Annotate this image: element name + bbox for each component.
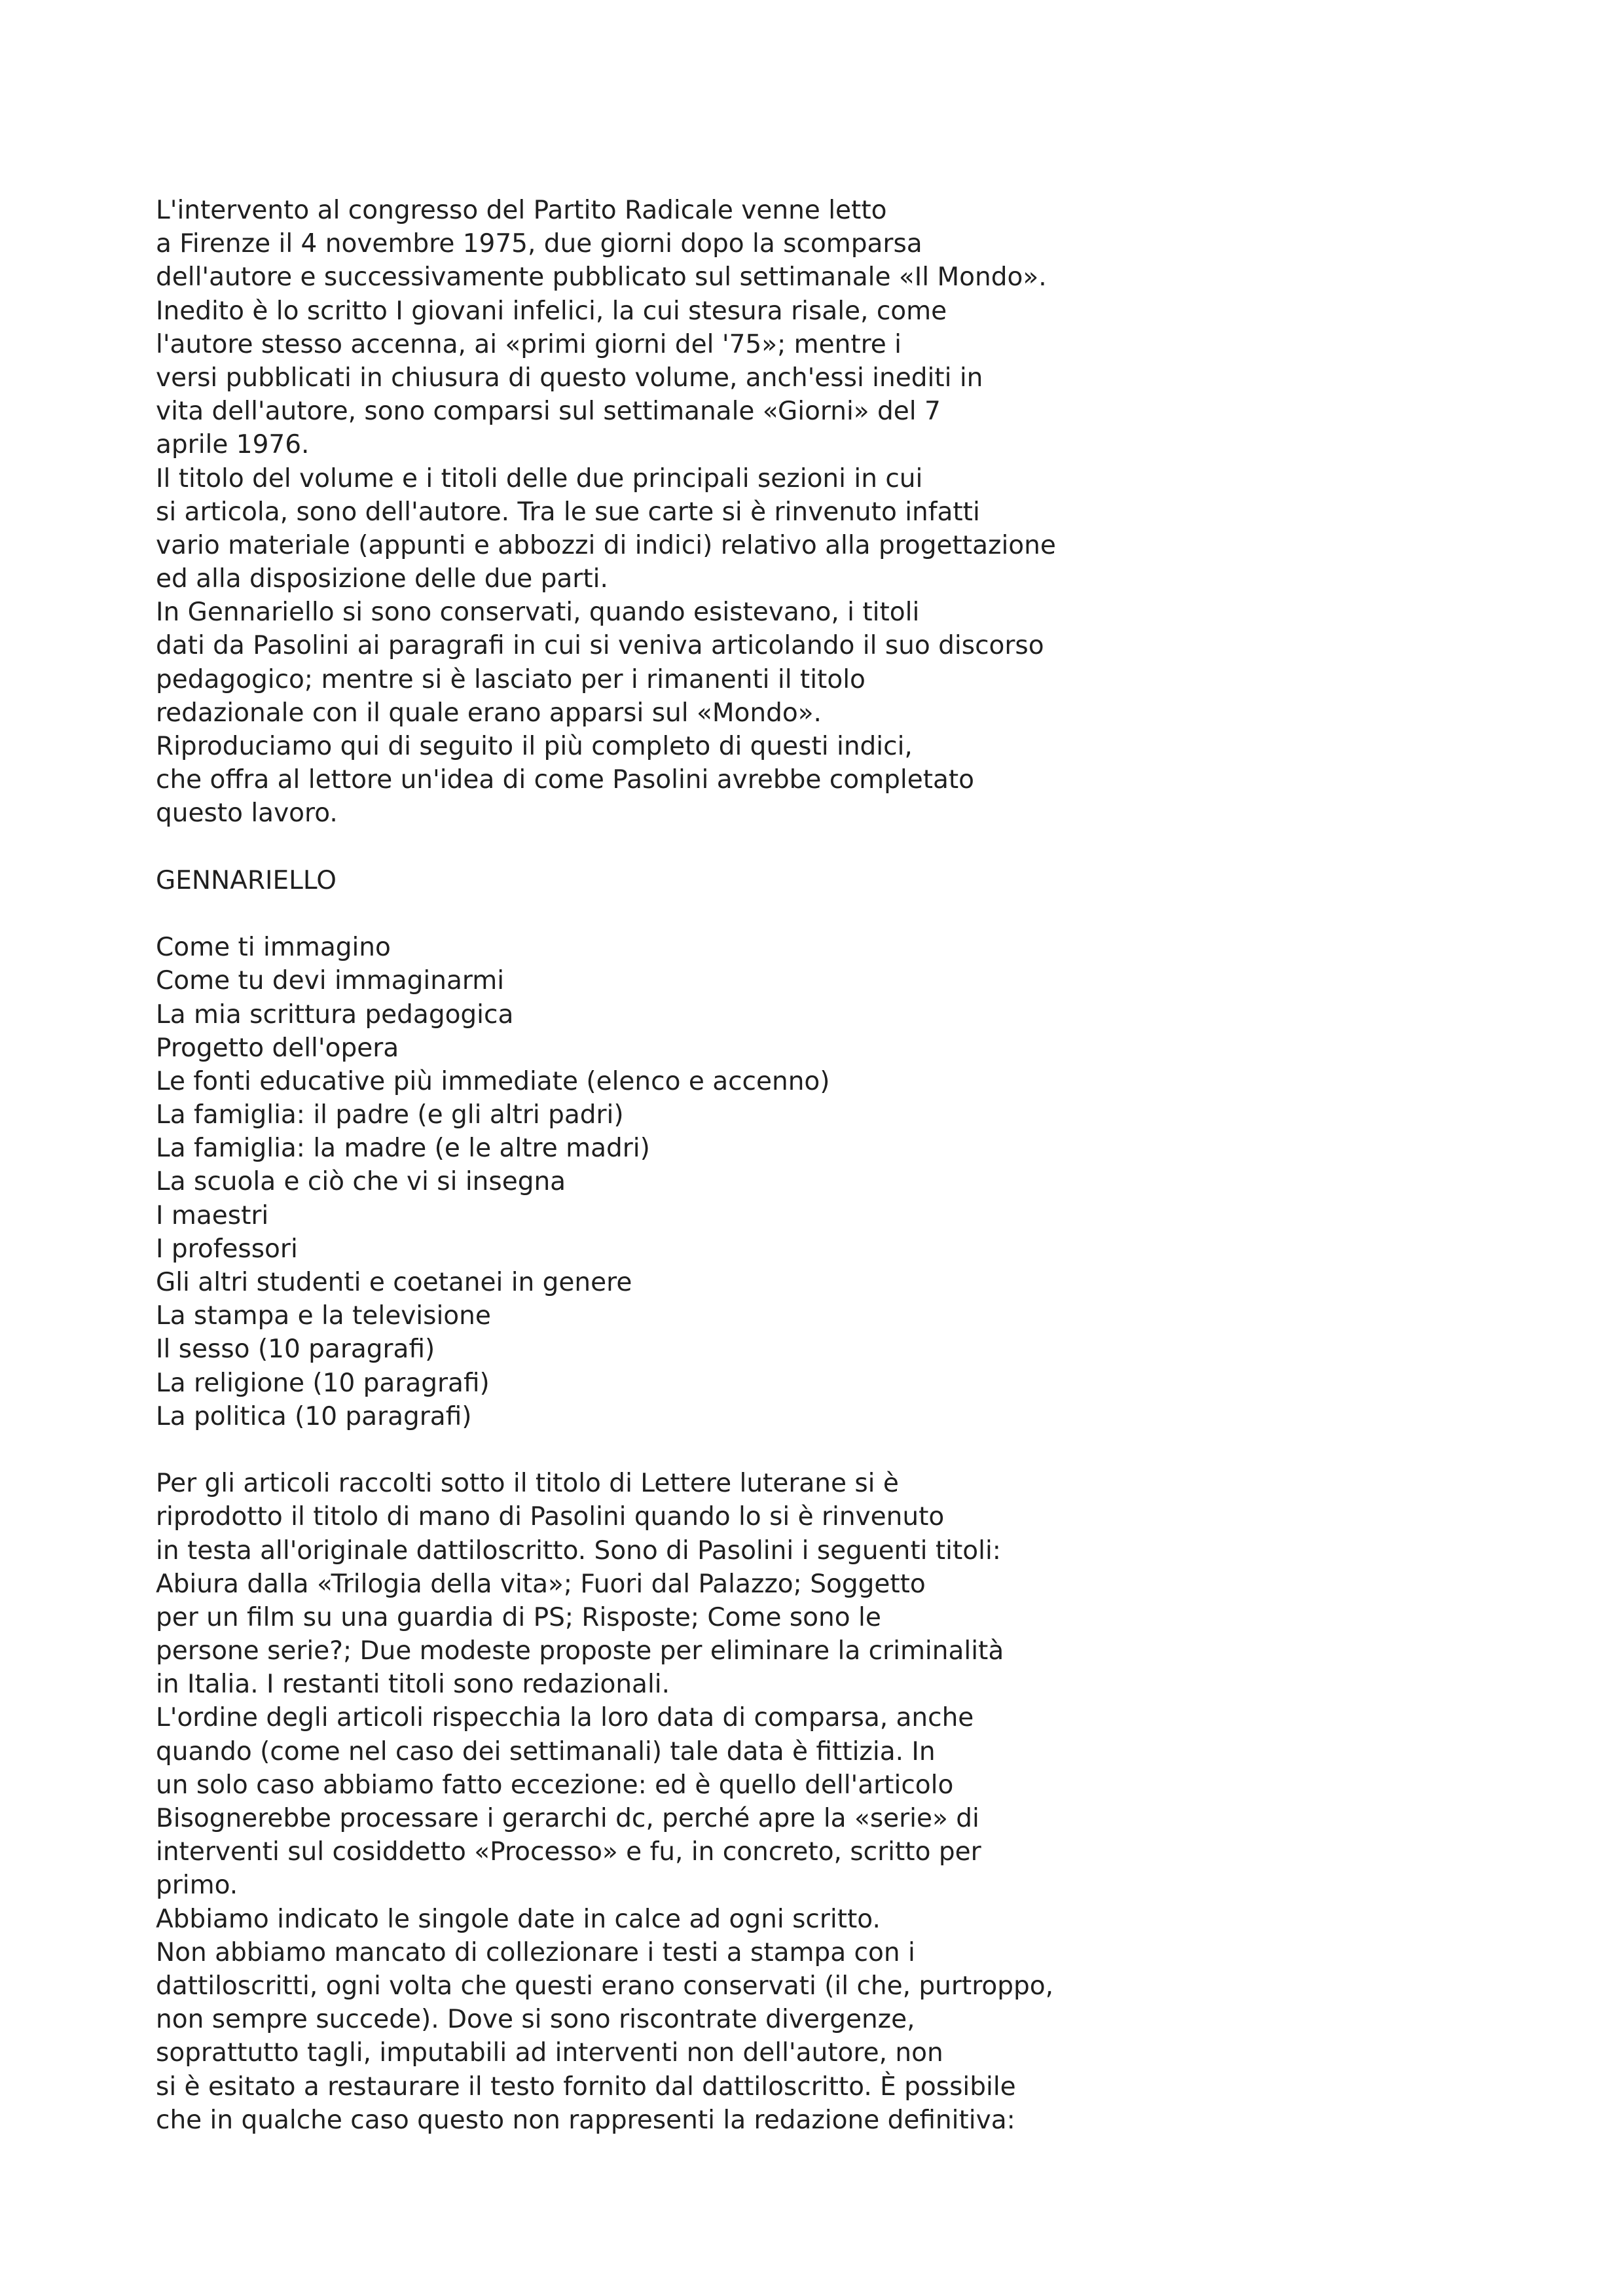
index-item: Il sesso (10 paragrafi) (156, 1335, 435, 1365)
section-heading: GENNARIELLO (156, 865, 337, 895)
text-line: si articola, sono dell'autore. Tra le sue carte si è rinvenuto infatti (156, 497, 980, 527)
text-line: Abiura dalla «Trilogia della vita»; Fuori dal Palazzo; Soggetto (156, 1569, 926, 1599)
text-line: vario materiale (appunti e abbozzi di indici) relativo alla progettazione (156, 530, 1056, 560)
text-line: Per gli articoli raccolti sotto il titolo di Lettere luterane si è (156, 1469, 899, 1499)
index-list (156, 931, 1465, 1433)
text-line: l'autore stesso accenna, ai «primi giorni del '75»; mentre i (156, 329, 902, 359)
text-line: soprattutto tagli, imputabili ad interventi non dell'autore, non (156, 2038, 943, 2068)
text-line: che in qualche caso questo non rappresenti la redazione definitiva: (156, 2105, 1015, 2135)
index-item: La stampa e la televisione (156, 1301, 491, 1331)
text-line: che offra al lettore un'idea di come Pasolini avrebbe completato (156, 765, 975, 795)
index-item: Le fonti educative più immediate (elenco e accenno) (156, 1066, 830, 1096)
text-line: riprodotto il titolo di mano di Pasolini quando lo si è rinvenuto (156, 1502, 945, 1532)
text-line: vita dell'autore, sono comparsi sul settimanale «Giorni» del 7 (156, 397, 941, 427)
text-line: in testa all'originale dattiloscritto. Sono di Pasolini i seguenti titoli: (156, 1535, 1001, 1566)
document-body (156, 194, 1465, 2137)
text-line: Riproduciamo qui di seguito il più completo di questi indici, (156, 732, 913, 761)
text-line: quando (come nel caso dei settimanali) tale data è fittizia. In (156, 1736, 936, 1767)
paragraph-editorial-note (156, 194, 1465, 831)
text-line: ed alla disposizione delle due parti. (156, 564, 608, 594)
text-line: versi pubblicati in chiusura di questo volume, anch'essi inediti in (156, 363, 983, 393)
paragraph-lettere-luterane (156, 1467, 1465, 2137)
index-item: La famiglia: il padre (e gli altri padri) (156, 1100, 624, 1130)
index-item: La mia scrittura pedagogica (156, 999, 514, 1030)
text-line: interventi sul cosiddetto «Processo» e fu, in concreto, scritto per (156, 1837, 981, 1867)
blank-line (156, 1433, 1465, 1467)
text-line: aprile 1976. (156, 430, 310, 460)
text-line: dattiloscritti, ogni volta che questi erano conservati (il che, purtroppo, (156, 1971, 1054, 2001)
text-line: L'intervento al congresso del Partito Radicale venne letto (156, 196, 887, 225)
text-line: pedagogico; mentre si è lasciato per i rimanenti il titolo (156, 664, 866, 694)
text-line: a Firenze il 4 novembre 1975, due giorni dopo la scomparsa (156, 229, 922, 259)
blank-line (156, 897, 1465, 931)
index-item: La politica (10 paragrafi) (156, 1401, 472, 1431)
text-line: Bisognerebbe processare i gerarchi dc, perché apre la «serie» di (156, 1804, 979, 1833)
text-line: In Gennariello si sono conservati, quando esistevano, i titoli (156, 598, 920, 628)
text-line: redazionale con il quale erano apparsi sul «Mondo». (156, 698, 822, 728)
index-item: I professori (156, 1234, 298, 1264)
index-item: Come tu devi immaginarmi (156, 966, 505, 996)
index-item: I maestri (156, 1200, 269, 1230)
text-line: dati da Pasolini ai paragrafi in cui si veniva articolando il suo discorso (156, 631, 1044, 661)
text-line: primo. (156, 1871, 238, 1901)
index-item: Progetto dell'opera (156, 1033, 399, 1063)
text-line: Inedito è lo scritto I giovani infelici, la cui stesura risale, come (156, 296, 947, 326)
index-item: La religione (10 paragrafi) (156, 1368, 490, 1398)
text-line: Abbiamo indicato le singole date in calce ad ogni scritto. (156, 1904, 881, 1934)
index-item: La famiglia: la madre (e le altre madri) (156, 1134, 650, 1164)
text-line: Non abbiamo mancato di collezionare i testi a stampa con i (156, 1937, 915, 1967)
text-line: si è esitato a restaurare il testo fornito dal dattiloscritto. È possibile (156, 2072, 1016, 2102)
text-line: Il titolo del volume e i titoli delle due principali sezioni in cui (156, 463, 923, 493)
index-item: La scuola e ciò che vi si insegna (156, 1167, 566, 1197)
blank-line (156, 831, 1465, 864)
text-line: L'ordine degli articoli rispecchia la loro data di comparsa, anche (156, 1703, 974, 1733)
text-line: dell'autore e successivamente pubblicato sul settimanale «Il Mondo». (156, 262, 1047, 293)
text-line: persone serie?; Due modeste proposte per eliminare la criminalità (156, 1636, 1004, 1666)
text-line: per un film su una guardia di PS; Risposte; Come sono le (156, 1602, 881, 1632)
text-line: in Italia. I restanti titoli sono redazionali. (156, 1670, 670, 1700)
text-line: questo lavoro. (156, 798, 338, 829)
index-item: Gli altri studenti e coetanei in genere (156, 1268, 632, 1297)
text-line: un solo caso abbiamo fatto eccezione: ed è quello dell'articolo (156, 1770, 954, 1800)
index-item: Come ti immagino (156, 933, 391, 963)
text-line: non sempre succede). Dove si sono riscontrate divergenze, (156, 2005, 915, 2035)
